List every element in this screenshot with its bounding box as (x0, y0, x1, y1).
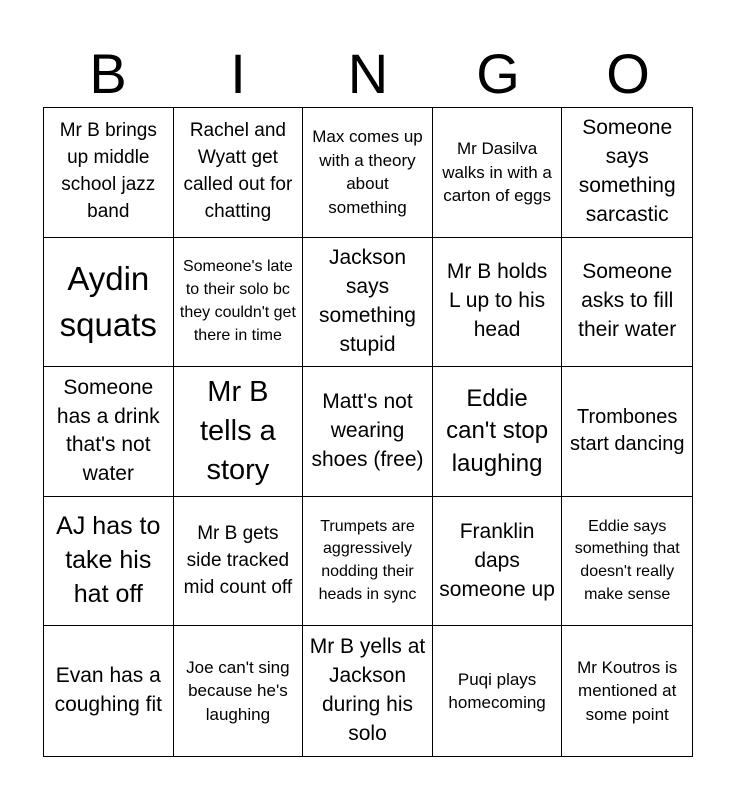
cell-text: Mr Koutros is mentioned at some point (577, 658, 678, 724)
cell-text: Someone's late to their solo bc they couldn't get there in time (179, 258, 296, 344)
header-letter-n: N (347, 42, 389, 105)
cell-text: Puqi plays homecoming (448, 669, 546, 713)
cell-text: Franklin daps someone up (439, 519, 555, 601)
cell-text: Joe can't sing because he's laughing (186, 658, 290, 724)
cell-text: Evan has a coughing fit (54, 664, 162, 717)
cell-text: Matt's not wearing shoes (free) (311, 390, 424, 471)
cell-text: Max comes up with a theory about something (312, 127, 423, 217)
cell-text: Someone asks to fill their water (578, 260, 677, 342)
cell-text: Eddie says something that doesn't really make sense (574, 517, 680, 603)
bingo-cell[interactable] (44, 626, 174, 756)
cell-text: Someone has a drink that's not water (56, 375, 160, 486)
bingo-cell[interactable] (303, 626, 433, 756)
bingo-cell[interactable] (44, 497, 174, 627)
bingo-cell[interactable] (174, 626, 304, 756)
header-letter-b: B (89, 42, 127, 105)
bingo-cell[interactable] (562, 497, 692, 627)
bingo-header (43, 40, 693, 108)
bingo-cell[interactable] (44, 108, 174, 238)
cell-text: Eddie can't stop laughing (446, 384, 549, 477)
cell-text: Rachel and Wyatt get called out for chatting (183, 120, 293, 223)
bingo-cell[interactable] (174, 108, 304, 238)
cell-text: Aydin squats (59, 260, 157, 343)
cell-text: Someone says something sarcastic (578, 116, 676, 227)
bingo-cell[interactable] (44, 367, 174, 497)
bingo-cell[interactable] (433, 497, 563, 627)
bingo-cell[interactable] (562, 108, 692, 238)
bingo-cell[interactable] (303, 238, 433, 368)
bingo-cell[interactable] (174, 367, 304, 497)
bingo-cell[interactable] (433, 238, 563, 368)
cell-text: Mr Dasilva walks in with a carton of eggs (442, 139, 552, 206)
bingo-board (43, 107, 693, 757)
cell-text: Mr B brings up middle school jazz band (59, 120, 157, 223)
cell-text: Mr B gets side tracked mid count off (183, 522, 293, 598)
bingo-cell[interactable] (303, 497, 433, 627)
cell-text: Mr B yells at Jackson during his solo (309, 635, 426, 746)
cell-text: Trombones start dancing (569, 405, 685, 456)
cell-text: Mr B tells a story (200, 375, 276, 487)
header-letter-i: I (230, 42, 246, 105)
cell-text: AJ has to take his hat off (56, 512, 161, 608)
bingo-cell[interactable] (433, 626, 563, 756)
header-letter-g: G (476, 42, 520, 105)
bingo-cell[interactable] (174, 497, 304, 627)
bingo-cell[interactable] (562, 367, 692, 497)
bingo-cell[interactable] (303, 367, 433, 497)
bingo-cell[interactable] (433, 367, 563, 497)
bingo-cell[interactable] (433, 108, 563, 238)
bingo-cell[interactable] (174, 238, 304, 368)
cell-text: Mr B holds L up to his head (446, 260, 548, 342)
bingo-cell[interactable] (303, 108, 433, 238)
cell-text: Trumpets are aggressively nodding their heads in sync (318, 517, 417, 603)
cell-text: Jackson says something stupid (319, 245, 416, 356)
bingo-cell[interactable] (562, 626, 692, 756)
header-letter-o: O (606, 42, 650, 105)
bingo-cell[interactable] (562, 238, 692, 368)
bingo-cell[interactable] (44, 238, 174, 368)
